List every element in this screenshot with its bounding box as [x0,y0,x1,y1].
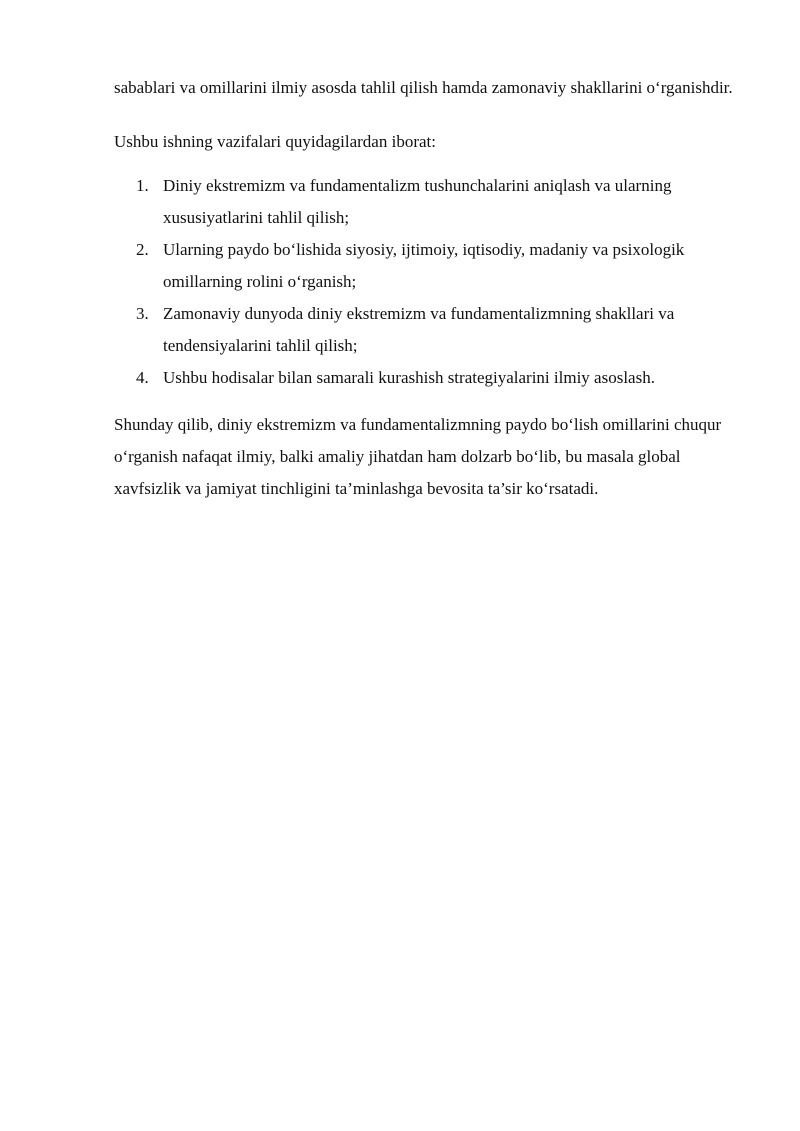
task-number: 4. [136,368,149,387]
task-number: 3. [136,304,149,323]
task-number: 1. [136,176,149,195]
task-item-1 [114,170,734,234]
task-text: Zamonaviy dunyoda diniy ekstremizm va fundamentalizmning shakllari va tendensiyalarini tahlil qilish; [163,304,675,355]
task-item-3 [114,298,734,362]
task-text: Ularning paydo bo‘lishida siyosiy, ijtimoiy, iqtisodiy, madaniy va psixologik omillarning rolini o‘rganish; [163,240,685,291]
tasks-intro-paragraph: Ushbu ishning vazifalari quyidagilardan iborat: [114,132,436,151]
intro-continuation-paragraph: sabablari va omillarini ilmiy asosda tahlil qilish hamda zamonaviy shakllarini o‘rganishdir. [114,78,733,97]
task-item-2 [114,234,734,298]
task-item-4 [114,362,734,394]
document-page [114,72,734,505]
task-text: Ushbu hodisalar bilan samarali kurashish strategiyalarini ilmiy asoslash. [163,368,655,387]
conclusion-paragraph: Shunday qilib, diniy ekstremizm va fundamentalizmning paydo bo‘lish omillarini chuqur o‘rganish nafaqat ilmiy, balki amaliy jihatdan ham dolzarb bo‘lib, bu masala global xavfsizlik va jamiyat tinchligini ta’minlashga bevosita ta’sir ko‘rsatadi. [114,415,722,498]
task-text: Diniy ekstremizm va fundamentalizm tushunchalarini aniqlash va ularning xususiyatlarini tahlil qilish; [163,176,672,227]
tasks-list [114,170,734,394]
task-number: 2. [136,240,149,259]
